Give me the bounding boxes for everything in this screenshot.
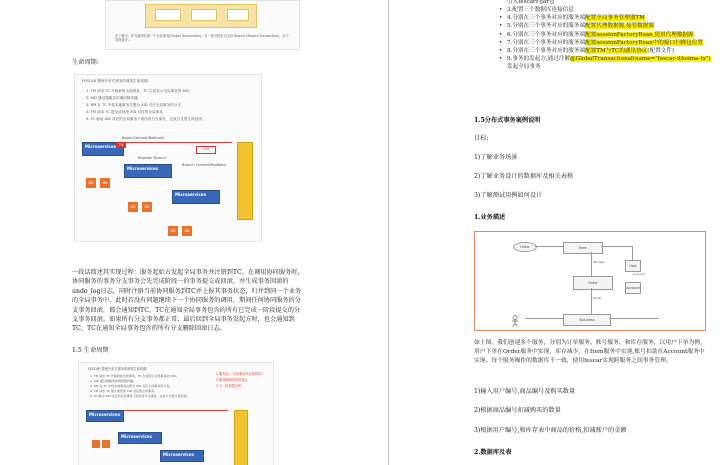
fig-step: 5. TC 驱动 XID 对应的全局事务下的所有分支事务，完成分支提交或回滚。: [90, 394, 190, 398]
diagram-node: Order: [513, 242, 537, 252]
microservice-box: [124, 164, 172, 178]
tc-bar: [237, 142, 253, 220]
microservice-label: Microservices: [89, 412, 120, 417]
figure-caption: 在了解中，作为最终处理一个全局事务(Global Transaction)，另一部分转化为全局 Branch (Branch Transaction)，由于其他事务...: [115, 34, 289, 43]
goal-item: 2)了解业务设计的数据库及相关表格: [474, 173, 574, 180]
diagram-node: Business: [563, 314, 611, 326]
microservice-label: Microservices: [127, 166, 158, 171]
top-line: 引入fescar的jar包: [507, 0, 555, 5]
db-icon: DB: [86, 178, 96, 188]
setup-step: • 9.事务的发起方,通过注解@GlobalTransactional(name="fescar-itheima-tx")发起全局事务: [499, 55, 711, 71]
section-heading: 1.5 生命周期: [72, 347, 109, 354]
diagram-node: Item: [563, 242, 603, 254]
begin-commit-label: Begin/Commit/Rollback: [122, 136, 164, 140]
fig-step: 2. XID 通过微服务的调用链传播。: [86, 96, 142, 100]
annotation-note: 2.服务被调用的时候会: [216, 378, 248, 382]
microservice-box: [160, 450, 204, 462]
diagram-node: Order: [573, 276, 613, 290]
setup-step: • 7.分别在三个事务对应的服务端配置sessionFactoryBean中的接口扫描包位置: [499, 39, 711, 47]
branch-commit-label: Branch Commit/Rollback: [182, 163, 227, 167]
annotation-note: 3.当一阶段提交时: [216, 384, 242, 388]
user-figure-icon: [511, 312, 519, 324]
annotation-note: 1.服务起... 全局事务并注册到TC: [216, 372, 263, 376]
diagram-edge: [535, 246, 563, 247]
operation-item: 3)根据用户编号,和库存表中商品的价格,扣减账户的金额: [474, 427, 627, 434]
goal-item: 3)了解测试用例如何设计: [474, 192, 543, 199]
diagram-edge: [632, 246, 633, 260]
db-icon: [92, 440, 100, 448]
db-icon: DB: [142, 202, 152, 212]
xid-tag: XID: [196, 146, 216, 154]
figure-global-transaction: [105, 0, 300, 50]
microservice-label: Microservices: [175, 192, 206, 197]
diagram-edge: [591, 252, 592, 276]
tc-bar: [234, 410, 248, 465]
setup-step: • 3.配置三个数据库连接信息: [499, 6, 711, 14]
diagram-edge: [591, 288, 592, 314]
figure-lifecycle: [72, 74, 262, 242]
diagram-edge-label: Storage: [593, 260, 605, 264]
setup-steps: [499, 6, 711, 72]
fig-intro: FESCAR 整理分布式事务的典型生命周期：: [88, 367, 150, 371]
operation-item: 1)输入用户编号,商品编号及购买数量: [474, 388, 576, 395]
db-heading: 2.数据库及表: [474, 449, 512, 456]
body-paragraph: 一段话简述其实现过程：服务起始方发起全局事务并注册到TC。在调用协同服务时，协同服务的事务分支事务会先完成阶段一的事务提交或回滚，并生成事务回滚的undo_log日志，同时注册当前协同服务到TC并上报其事务状态，归并到同一个业务的全局事务中。此时若没有问题继续下一个协同服务的调用，期间任何协同服务的分支事务回滚，都会通知到TC，TC在通知全局事务包含的所有已完成一阶段提交的分支事务回滚。如果所有分支事务都正常，最后回到全局事务发起方时，也会通知到TC，TC在通知全局事务包含的所有分支删除回滚日志。: [72, 269, 304, 333]
diagram-node: User: [625, 260, 641, 272]
fig-step: 5. TC 驱动 XID 对应的全局事务下的所有分支事务，完成分支提交或回滚。: [86, 117, 206, 121]
figure-lifecycle-annotated: [78, 362, 274, 465]
description-paragraph: 如上图，我们创建多个服务，分别为订单服务、账号服务、和库存服务，以用户下单为例，用户下单在Order服务中实现，库存减少，在Item服务中实现,账号扣款在Account服务中实现。每个服务操作的数据库不一致，使用fescar实现跨服务之间事务管理。: [474, 340, 706, 364]
register-branch-label: Register Branch: [138, 156, 167, 160]
db-icon: DB: [100, 178, 110, 188]
microservice-label: Microservices: [121, 434, 152, 439]
branch-box-b: [191, 9, 217, 21]
diagram-edge: [609, 318, 659, 319]
microservice-label: Microservices: [85, 144, 116, 149]
flow-line: [118, 410, 228, 411]
fig-step: 1. TM 请求 TC 开始新的全局事务，TC 生成表示全局事务的 XID。: [86, 89, 193, 93]
fig-intro: FESCAR 整理分布式事务的典型生命周期：: [82, 79, 152, 83]
branch-box-c: [227, 9, 249, 21]
diagram-edge-label: Account: [633, 272, 646, 276]
fig-step: 3. RM 在 TC 中将本地事务注册为 XID 对应全局事务的分支。: [86, 103, 185, 107]
diagram-node: Account: [625, 282, 641, 294]
setup-step: • 6.分别在三个事务对应的服务端配置sessionFactoryBean,使用代理数据源: [499, 31, 711, 39]
case-heading: 1.5分布式事务案例说明: [474, 117, 541, 124]
goal-label: 目标:: [474, 135, 489, 142]
fig-step: 1. TM 请求 TC 开始新的全局事务，TC 生成表示全局事务的 XID。: [90, 374, 179, 378]
setup-step: • 8.分别在三个事务对应的服务端配置TM与TC的通讯协议(配置文件): [499, 47, 711, 55]
diagram-edge: [601, 246, 633, 247]
goal-item: 1)了解业务场景: [474, 154, 518, 161]
diagram-edge-label: Order: [593, 296, 602, 300]
microservice-box: [118, 432, 162, 444]
fig-step: 3. RM 在 TC 中将本地事务注册为 XID 对应全局事务的分支。: [90, 384, 173, 388]
flow-line: [122, 142, 232, 143]
operation-item: 2)根据商品编号扣减购买的数量: [474, 407, 561, 414]
setup-step: • 5.分别在三个事务对应的服务端配置代理数据源,接管数据源: [499, 22, 711, 30]
branch-box-a: [155, 9, 181, 21]
setup-step: • 4.分别在三个事务对应的服务端配置全局事务管理器TM: [499, 14, 711, 22]
fig-step: 2. XID 通过微服务的调用链传播。: [90, 379, 137, 383]
lifecycle-heading: 生命周期:: [72, 59, 99, 66]
right-page: [389, 0, 720, 465]
fig-step: 4. TM 请求 TC 提交或回滚 XID 对应的全局事务。: [86, 110, 167, 114]
architecture-diagram: [474, 231, 706, 331]
microservice-box: [172, 190, 220, 204]
microservice-label: Microservices: [163, 452, 194, 457]
db-icon: DB: [182, 226, 192, 236]
biz-heading: 1.业务描述: [474, 214, 506, 221]
microservice-box: [86, 410, 124, 422]
db-icon: DB: [168, 226, 178, 236]
tm-tag: TM: [116, 142, 126, 148]
fig-step: 4. TM 请求 TC 提交或回滚 XID 对应的全局事务。: [90, 389, 158, 393]
diagram-edge: [525, 318, 563, 319]
db-icon: DB: [128, 202, 138, 212]
db-icon: [102, 440, 110, 448]
